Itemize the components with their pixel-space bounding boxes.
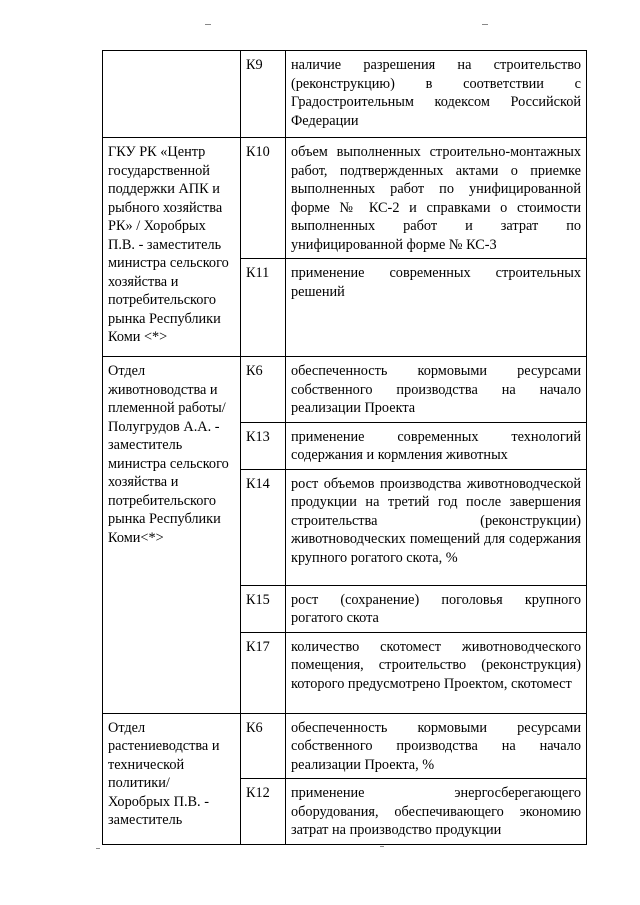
criterion-description: обеспеченность кормовыми ресурсами собственного производства на начало реализации Проекта [286,357,587,423]
criterion-description: рост объемов производства животноводческой продукции на третий год после завершения строительства (реконструкции) животноводческих помещений для содержания крупного рогатого скота, % [286,469,587,585]
table-row [103,51,587,138]
criterion-code: К14 [241,469,286,585]
criterion-code: К13 [241,422,286,469]
criterion-code: К6 [241,357,286,423]
criterion-code: К12 [241,779,286,845]
scan-mark [205,24,211,25]
criterion-description: применение современных технологий содержания и кормления животных [286,422,587,469]
criterion-description: рост (сохранение) поголовья крупного рогатого скота [286,585,587,632]
criterion-description: количество скотомест животноводческого помещения, строительство (реконструкция) которого предусмотрено Проектом, скотомест [286,632,587,713]
organization-cell: ГКУ РК «Центр государственной поддержки АПК и рыбного хозяйства РК» / Хоробрых П.В. - заместитель министра сельского хозяйства и потребительского рынка Республики Коми <*> [103,138,241,357]
criterion-code: К6 [241,713,286,779]
table-row [103,713,587,779]
criterion-code: К10 [241,138,286,259]
criterion-code: К15 [241,585,286,632]
criteria-table [102,50,587,845]
scan-mark [380,846,384,847]
organization-cell [103,51,241,138]
table-row [103,138,587,259]
organization-cell: Отдел растениеводства и технической политики/ Хоробрых П.В. - заместитель [103,713,241,844]
criterion-code: К17 [241,632,286,713]
criterion-code: К11 [241,259,286,357]
organization-cell: Отдел животноводства и племенной работы/ Полугрудов А.А. - заместитель министра сельского хозяйства и потребительского рынка Республики Коми<*> [103,357,241,714]
scan-mark [482,24,488,25]
table-row [103,357,587,423]
scan-mark [96,848,100,849]
criterion-code: К9 [241,51,286,138]
criterion-description: обеспеченность кормовыми ресурсами собственного производства на начало реализации Проекта, % [286,713,587,779]
criterion-description: применение современных строительных решений [286,259,587,357]
criterion-description: наличие разрешения на строительство (реконструкцию) в соответствии с Градостроительным кодексом Российской Федерации [286,51,587,138]
criterion-description: объем выполненных строительно-монтажных работ, подтвержденных актами о приемке выполненных работ по унифицированной форме № КС-2 и справками о стоимости выполненных работ и затрат по унифицированной форме № КС-3 [286,138,587,259]
criterion-description: применение энергосберегающего оборудования, обеспечивающего экономию затрат на производство продукции [286,779,587,845]
